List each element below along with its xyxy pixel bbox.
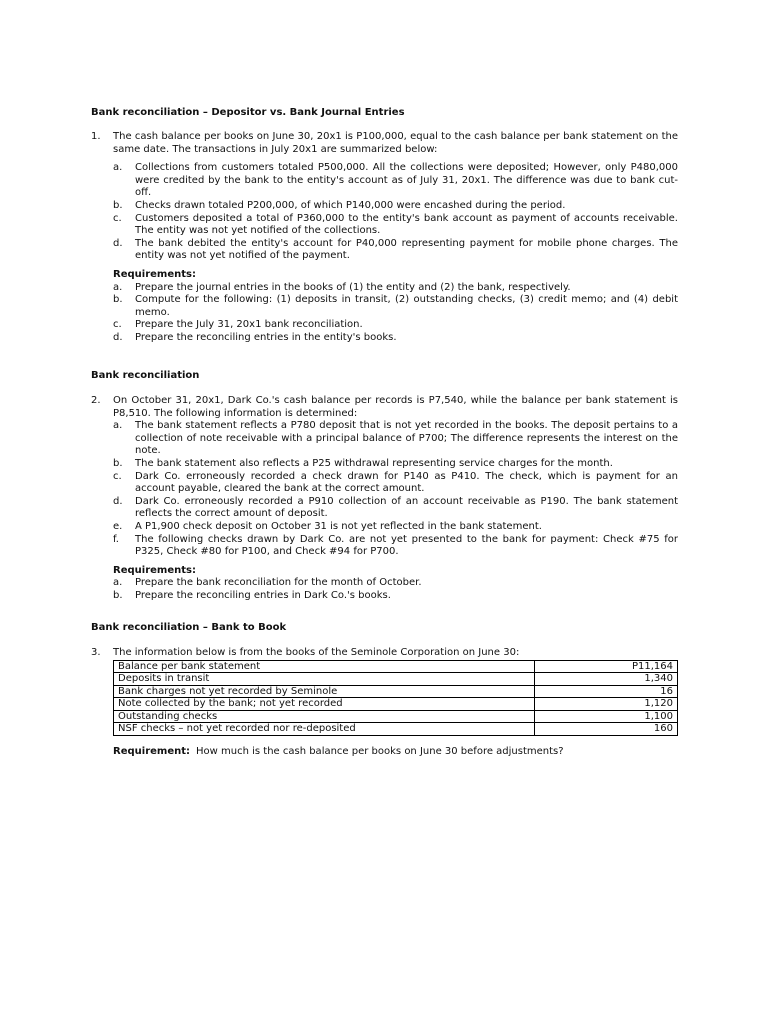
row-label: NSF checks – not yet recorded nor re-deposited: [114, 723, 535, 736]
table-row: [114, 723, 678, 736]
row-amount: P11,164: [535, 660, 678, 673]
table-row: [114, 685, 678, 698]
problem-2: [91, 395, 678, 603]
section-heading-bank-reconciliation: Bank reconciliation: [91, 370, 200, 381]
row-amount: 1,120: [535, 698, 678, 711]
requirement-line: [113, 746, 678, 759]
row-amount: 160: [535, 723, 678, 736]
problem-number: 2.: [91, 395, 101, 406]
row-label: Bank charges not yet recorded by Seminole: [114, 685, 535, 698]
requirements-heading: Requirements:: [113, 268, 196, 280]
list-item: a. Prepare the journal entries in the books of (1) the entity and (2) the bank, respectively.: [113, 281, 571, 293]
requirement-label: Requirement:: [113, 745, 191, 757]
list-item: b. Compute for the following: (1) deposits in transit, (2) outstanding checks, (3) credit memo; and (4) debit memo.: [113, 294, 678, 318]
list-item: d. The bank debited the entity's account for P40,000 representing payment for mobile phone charges. The entity was not yet notified of the payment.: [113, 237, 678, 262]
requirements-list: [113, 282, 678, 345]
requirements-heading: Requirements:: [113, 564, 196, 576]
row-amount: 16: [535, 685, 678, 698]
table-row: [114, 660, 678, 673]
requirements-list: [113, 577, 678, 602]
list-item: e. A P1,900 check deposit on October 31 is not yet reflected in the bank statement.: [113, 520, 542, 532]
list-item: c. Dark Co. erroneously recorded a check drawn for P140 as P410. The check, which is payment for an account payable, cleared the bank at the correct amount.: [113, 470, 678, 495]
table-row: [114, 710, 678, 723]
list-item: a. Collections from customers totaled P500,000. All the collections were deposited; However, only P480,000 were credited by the bank to the entity's account as of July 31, 20x1. The difference was due to bank cut-off.: [113, 162, 678, 199]
requirement-question: How much is the cash balance per books on June 30 before adjustments?: [196, 745, 564, 757]
problem-1: [91, 131, 678, 345]
row-label: Balance per bank statement: [114, 660, 535, 673]
list-item: d. Dark Co. erroneously recorded a P910 collection of an account receivable as P190. The bank statement reflects the correct amount of deposit.: [113, 495, 678, 520]
list-item: c. Customers deposited a total of P360,000 to the entity's bank account as payment of accounts receivable. The entity was not yet notified of the collections.: [113, 212, 678, 237]
problem-number: 1.: [91, 131, 101, 142]
seminole-data-table: [113, 660, 678, 736]
row-amount: 1,100: [535, 710, 678, 723]
problem-number: 3.: [91, 647, 101, 658]
problem-intro: The cash balance per books on June 30, 20x1 is P100,000, equal to the cash balance per bank statement on the same date. The transactions in July 20x1 are summarized below:: [113, 131, 678, 155]
transaction-list: [113, 162, 678, 263]
list-item: f. The following checks drawn by Dark Co. are not yet presented to the bank for payment: Check #75 for P325, Check #80 for P100, and Check #94 for P700.: [113, 533, 678, 558]
problem-3: [91, 647, 678, 758]
list-item: c. Prepare the July 31, 20x1 bank reconciliation.: [113, 319, 363, 331]
section-heading-bank-to-book: Bank reconciliation – Bank to Book: [91, 622, 287, 633]
list-item: a. Prepare the bank reconciliation for the month of October.: [113, 577, 422, 589]
list-item: b. Checks drawn totaled P200,000, of which P140,000 were encashed during the period.: [113, 199, 566, 211]
table-row: [114, 698, 678, 711]
section-heading-journal-entries: Bank reconciliation – Depositor vs. Bank Journal Entries: [91, 107, 405, 118]
problem-intro: On October 31, 20x1, Dark Co.'s cash balance per records is P7,540, while the balance per bank statement is P8,510. The following information is determined:: [113, 395, 678, 419]
list-item: b. Prepare the reconciling entries in Dark Co.'s books.: [113, 589, 391, 601]
row-amount: 1,340: [535, 673, 678, 686]
list-item: a. The bank statement reflects a P780 deposit that is not yet recorded in the books. The deposit pertains to a collection of note receivable with a principal balance of P700; The difference represents the interest on the note.: [113, 420, 678, 457]
row-label: Note collected by the bank; not yet recorded: [114, 698, 535, 711]
list-item: b. The bank statement also reflects a P25 withdrawal representing service charges for the month.: [113, 457, 613, 469]
list-item: d. Prepare the reconciling entries in the entity's books.: [113, 331, 397, 343]
row-label: Outstanding checks: [114, 710, 535, 723]
problem-intro: The information below is from the books of the Seminole Corporation on June 30:: [113, 647, 520, 658]
information-list: [113, 420, 678, 559]
table-row: [114, 673, 678, 686]
row-label: Deposits in transit: [114, 673, 535, 686]
